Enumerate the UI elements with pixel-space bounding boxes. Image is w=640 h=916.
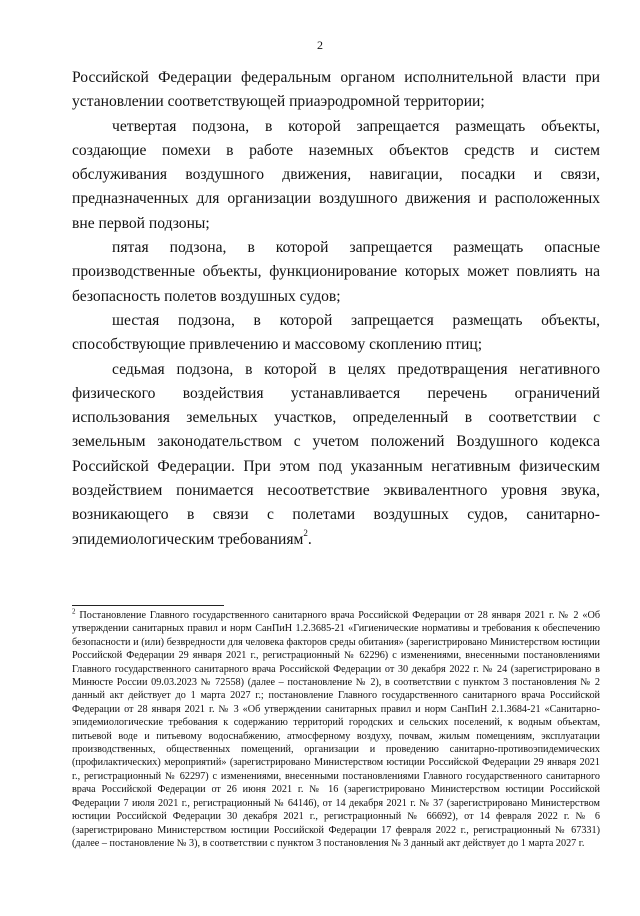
page-number: 2 [317,38,323,52]
footnote-text: Постановление Главного государственного санитарного врача Российской Федерации от 28 января 2021 г. № 2 «Об утверждении санитарных правил и норм СанПиН 1.2.3685-21 «Гигиенические нормативы и требования к обеспечению безопасности и (или) безвредности для человека факторов среды обитания» (зарегистрировано Министерством юстиции Российской Федерации 29 января 2021 г., регистрационный № 62296) с изменениями, внесенными постановлениями Главного государственного санитарного врача Российской Федерации от 30 декабря 2022 г. № 24 (зарегистрировано в Минюсте России 09.03.2023 № 72558) (далее – постановление № 2), в соответствии с пунктом 3 постановления № 2 данный акт действует до 1 марта 2027 г.; постановление Главного государственного санитарного врача Российской Федерации от 28 января 2021 г. № 3 «Об утверждении санитарных правил и норм СанПиН 2.1.3684-21 «Санитарно-эпидемиологические требования к содержанию территорий городских и сельских поселений, к водным объектам, питьевой воде и питьевому водоснабжению, атмосферному воздуху, почвам, жилым помещениям, эксплуатации производственных, общественных помещений, организации и проведению санитарно-противоэпидемических (профилактических) мероприятий» (зарегистрировано Министерством юстиции Российской Федерации 29 января 2021 г., регистрационный № 62297) с изменениями, внесенными постановлениями Главного государственного санитарного врача Российской Федерации от 26 июня 2021 г. № 16 (зарегистрировано Министерством юстиции Российской Федерации 7 июля 2021 г., регистрационный № 64146), от 14 декабря 2021 г. № 37 (зарегистрировано Министерством юстиции Российской Федерации 30 декабря 2021 г., регистрационный № 66692), от 14 февраля 2022 г. № 6 (зарегистрировано Министерством юстиции Российской Федерации 17 февраля 2022 г., регистрационный № 67331) (далее – постановление № 3), в соответствии с пунктом 3 постановления № 3 данный акт действует до 1 марта 2027 г. [72,610,601,849]
footnote-marker: 2 [72,607,76,616]
paragraph-subzone-5: пятая подзона, в которой запрещается размещать опасные производственные объекты, функционирование которых может повлиять на безопасность полетов воздушных судов; [72,239,600,305]
body-text [72,66,600,552]
paragraph-subzone-4: четвертая подзона, в которой запрещается размещать объекты, создающие помехи в работе наземных объектов средств и систем обслуживания воздушного движения, навигации, посадки и связи, предназначенных для организации воздушного движения и расположенных вне первой подзоны; [72,117,600,232]
footnote [72,609,600,850]
footnote-paragraph [72,609,600,850]
footnote-reference[interactable]: 2 [303,528,308,539]
paragraph-subzone-6: шестая подзона, в которой запрещается размещать объекты, способствующие привлечению и массовому скоплению птиц; [72,311,600,354]
paragraph-subzone-7: седьмая подзона, в которой в целях предотвращения негативного физического воздействия устанавливается перечень ограничений использования земельных участков, определенный в соответствии с земельным законодательством с учетом положений Воздушного кодекса Российской Федерации. При этом под указанным негативным физическим воздействием понимается несоответствие эквивалентного уровня звука, возникающего в связи с полетами воздушных судов, санитарно-эпидемиологическим требованиям$^2$. [72,360,600,548]
footnote-separator [72,605,224,606]
paragraph-subzone-7-text: седьмая подзона, в которой в целях предотвращения негативного физического воздействия устанавливается перечень ограничений использования земельных участков, определенный в соответствии с земельным законодательством с учетом положений Воздушного кодекса Российской Федерации. При этом под указанным негативным физическим воздействием понимается несоответствие эквивалентного уровня звука, возникающего в связи с полетами воздушных судов, санитарно-эпидемиологическим требованиям [72,360,600,548]
paragraph-continuation: Российской Федерации федеральным органом исполнительной власти при установлении соответствующей приаэродромной территории; [72,69,600,111]
